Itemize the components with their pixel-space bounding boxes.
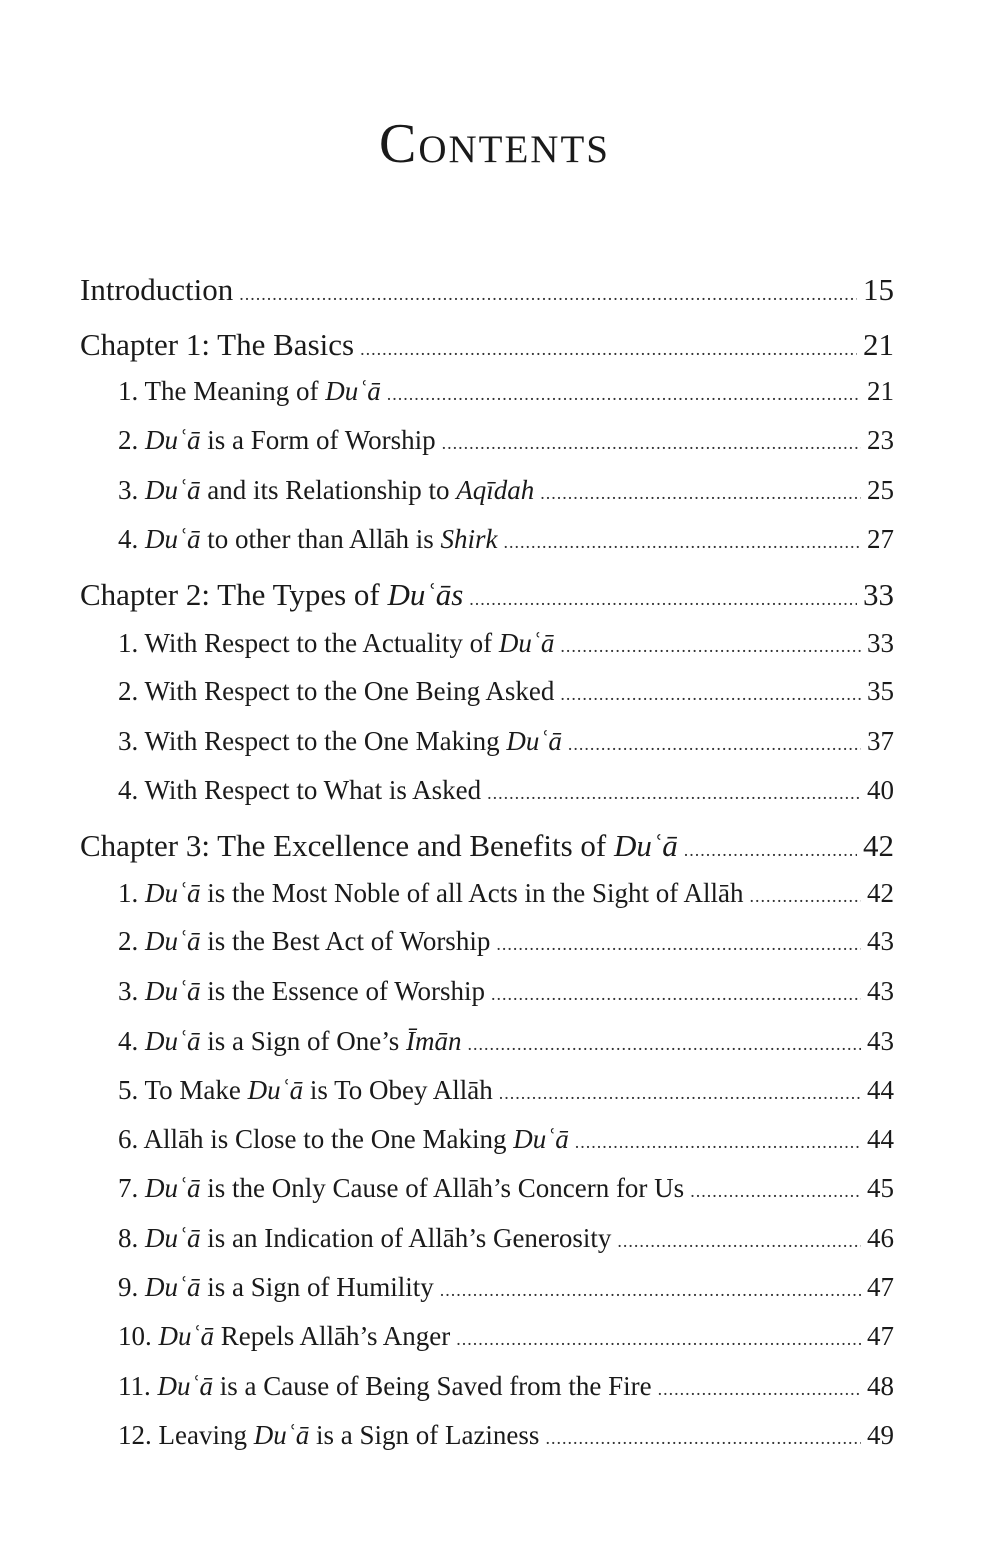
entry-title	[118, 1173, 684, 1204]
entry-text: is an Indication of Allāh’s Generosity	[200, 1223, 612, 1253]
toc-section-entry	[118, 475, 894, 506]
entry-title	[118, 1124, 569, 1155]
dot-leader	[749, 886, 861, 907]
entry-title	[118, 628, 554, 659]
toc-section-entry	[118, 1321, 894, 1352]
entry-text: 5. To Make	[118, 1075, 248, 1105]
entry-text: 1. The Meaning of	[118, 376, 326, 406]
toc-section-entry	[118, 1272, 894, 1303]
entry-title	[118, 425, 436, 456]
toc-chapter-entry	[80, 577, 894, 613]
page-number: 43	[867, 976, 894, 1006]
dot-leader	[469, 589, 857, 610]
page-title: Contents	[378, 113, 610, 175]
entry-text: 2.	[118, 425, 145, 455]
dot-leader	[499, 1083, 861, 1104]
entry-text: 6. Allāh is Close to the One Making	[118, 1124, 514, 1154]
dot-leader	[360, 339, 857, 360]
entry-text: 3.	[118, 475, 145, 505]
entry-text: 3.	[118, 976, 145, 1006]
dot-leader	[658, 1379, 861, 1400]
entry-text: 7.	[118, 1173, 145, 1203]
italic-term: Duʿā	[145, 425, 201, 455]
page-number: 44	[867, 1124, 894, 1154]
italic-term: Duʿā	[145, 1223, 201, 1253]
entry-text: is the Only Cause of Allāh’s Concern for Us	[200, 1173, 685, 1203]
entry-title	[118, 1223, 611, 1254]
entry-text: 3. With Respect to the One Making	[118, 726, 507, 756]
page-number: 35	[867, 676, 894, 706]
entry-text: Repels Allāh’s Anger	[214, 1321, 451, 1351]
italic-term: Shirk	[440, 524, 498, 554]
italic-term: Duʿā	[506, 726, 562, 756]
toc-section-entry	[118, 878, 894, 909]
toc-section-entry	[118, 1124, 894, 1155]
italic-term: Duʿā	[247, 1075, 304, 1105]
italic-term: Duʿā	[157, 1371, 213, 1401]
dot-leader	[487, 783, 861, 804]
entry-title	[118, 1420, 539, 1451]
entry-title	[80, 828, 678, 864]
dot-leader	[239, 284, 857, 305]
dot-leader	[560, 684, 861, 705]
toc-chapter-entry	[80, 327, 894, 363]
entry-text: Introduction	[80, 272, 234, 307]
entry-title	[118, 1371, 652, 1402]
entry-text: to other than Allāh is	[200, 524, 441, 554]
entry-text: Chapter 1: The Basics	[80, 327, 355, 362]
entry-title	[118, 475, 534, 506]
entry-title	[118, 926, 490, 957]
dot-leader	[690, 1181, 861, 1202]
dot-leader	[617, 1231, 861, 1252]
entry-text: 9.	[118, 1272, 145, 1302]
italic-term: Duʿā	[145, 1173, 201, 1203]
entry-text: 11.	[118, 1371, 158, 1401]
toc-chapter-entry	[80, 828, 894, 864]
entry-title	[118, 1272, 434, 1303]
page-number: 40	[867, 775, 894, 805]
page-number: 43	[867, 1026, 894, 1056]
page-number: 33	[863, 577, 894, 612]
toc-section-entry	[118, 775, 894, 806]
entry-text: 1. With Respect to the Actuality of	[118, 628, 499, 658]
toc-section-entry	[118, 926, 894, 957]
italic-term: Duʿā	[158, 1321, 214, 1351]
entry-text: is To Obey Allāh	[303, 1075, 493, 1105]
page-number: 42	[867, 878, 894, 908]
dot-leader	[468, 1034, 862, 1055]
italic-term: Duʿā	[325, 376, 381, 406]
italic-term: Duʿā	[253, 1420, 310, 1450]
entry-title	[118, 524, 497, 555]
page-number: 25	[867, 475, 894, 505]
page-number: 37	[867, 726, 894, 756]
entry-title	[118, 726, 562, 757]
entry-text: is the Best Act of Worship	[200, 926, 491, 956]
italic-term: Duʿā	[145, 926, 201, 956]
toc-section-entry	[118, 676, 894, 707]
italic-term: Duʿā	[145, 976, 201, 1006]
entry-text: Chapter 3: The Excellence and Benefits of	[80, 828, 614, 863]
dot-leader	[575, 1132, 861, 1153]
page-number: 49	[867, 1420, 894, 1450]
toc-section-entry	[118, 1371, 894, 1402]
entry-text: is a Sign of Humility	[200, 1272, 434, 1302]
entry-title	[118, 1075, 493, 1106]
italic-term: Duʿā	[145, 878, 201, 908]
entry-text: Chapter 2: The Types of	[80, 577, 388, 612]
dot-leader	[560, 636, 861, 657]
entry-text: 2.	[118, 926, 145, 956]
dot-leader	[387, 384, 861, 405]
dot-leader	[491, 984, 861, 1005]
entry-text: is a Form of Worship	[200, 425, 436, 455]
entry-title	[118, 1321, 450, 1352]
entry-text: is a Cause of Being Saved from the Fire	[213, 1371, 652, 1401]
entry-text: is a Sign of Laziness	[309, 1420, 540, 1450]
page-number: 15	[863, 272, 894, 307]
entry-text: is the Most Noble of all Acts in the Sight of Allāh	[200, 878, 744, 908]
italic-term: Aqīdah	[456, 475, 535, 505]
italic-term: Duʿā	[145, 1026, 201, 1056]
page-number: 42	[863, 828, 894, 863]
page-number: 48	[867, 1371, 894, 1401]
entry-text: 4.	[118, 1026, 145, 1056]
italic-term: Duʿā	[145, 475, 201, 505]
dot-leader	[545, 1428, 861, 1449]
italic-term: Īmān	[406, 1026, 462, 1056]
dot-leader	[540, 483, 861, 504]
entry-title	[118, 878, 743, 909]
toc-section-entry	[118, 376, 894, 407]
entry-text: 8.	[118, 1223, 145, 1253]
toc-section-entry	[118, 1026, 894, 1057]
entry-text: is a Sign of One’s	[200, 1026, 406, 1056]
entry-title	[118, 376, 381, 407]
entry-text: 10.	[118, 1321, 159, 1351]
page-number: 21	[867, 376, 894, 406]
page-number: 46	[867, 1223, 894, 1253]
italic-term: Duʿā	[513, 1124, 569, 1154]
toc-section-entry	[118, 1223, 894, 1254]
toc-section-entry	[118, 1420, 894, 1451]
toc-section-entry	[118, 726, 894, 757]
dot-leader	[496, 934, 861, 955]
toc-chapter-entry	[80, 272, 894, 308]
dot-leader	[568, 734, 861, 755]
page-number: 47	[867, 1272, 894, 1302]
entry-title	[118, 976, 485, 1007]
page-number: 44	[867, 1075, 894, 1105]
dot-leader	[456, 1329, 861, 1350]
entry-title	[118, 775, 481, 806]
entry-title	[80, 577, 463, 613]
toc-section-entry	[118, 425, 894, 456]
toc-section-entry	[118, 628, 894, 659]
italic-term: Duʿā	[145, 1272, 201, 1302]
dot-leader	[503, 532, 861, 553]
entry-text: 4.	[118, 524, 145, 554]
page-number: 45	[867, 1173, 894, 1203]
italic-term: Duʿā	[498, 628, 555, 658]
entry-title	[80, 327, 354, 363]
page-number: 47	[867, 1321, 894, 1351]
dot-leader	[684, 840, 857, 861]
dot-leader	[440, 1280, 861, 1301]
entry-text: 4. With Respect to What is Asked	[118, 775, 482, 805]
toc-section-entry	[118, 1173, 894, 1204]
page-number: 33	[867, 628, 894, 658]
italic-term: Duʿā	[613, 828, 678, 863]
page-number: 43	[867, 926, 894, 956]
page-number: 21	[863, 327, 894, 362]
entry-title	[118, 676, 554, 707]
entry-text: 12. Leaving	[118, 1420, 254, 1450]
toc-section-entry	[118, 524, 894, 555]
entry-title	[118, 1026, 462, 1057]
italic-term: Duʿā	[145, 524, 201, 554]
page-number: 23	[867, 425, 894, 455]
page-number: 27	[867, 524, 894, 554]
toc-section-entry	[118, 976, 894, 1007]
dot-leader	[442, 433, 861, 454]
entry-text: is the Essence of Worship	[200, 976, 486, 1006]
entry-text: and its Relationship to	[200, 475, 457, 505]
toc-section-entry	[118, 1075, 894, 1106]
entry-title	[80, 272, 233, 308]
entry-text: 2. With Respect to the One Being Asked	[118, 676, 555, 706]
italic-term: Duʿās	[387, 577, 464, 612]
entry-text: 1.	[118, 878, 145, 908]
